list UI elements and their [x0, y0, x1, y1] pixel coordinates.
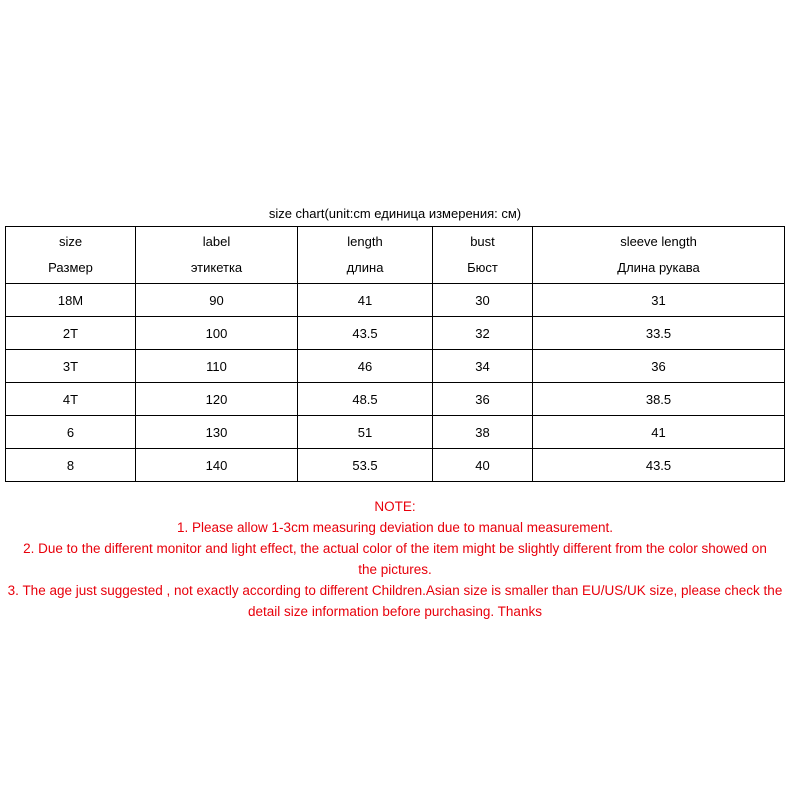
header-size [6, 227, 136, 284]
note-line-1: 1. Please allow 1-3cm measuring deviation due to manual measurement. [177, 520, 613, 535]
header-sleeve-length-en: sleeve length [620, 234, 697, 249]
cell-label: 130 [136, 416, 298, 449]
cell-size: 8 [6, 449, 136, 482]
header-length [298, 227, 433, 284]
cell-size: 2T [6, 317, 136, 350]
header-sleeve-length-ru: Длина рукава [617, 260, 700, 275]
cell-label: 100 [136, 317, 298, 350]
notes-section [0, 496, 790, 622]
table-row [6, 449, 785, 482]
header-bust [433, 227, 533, 284]
note-line-3-cont: detail size information before purchasing. Thanks [248, 604, 542, 619]
header-label-ru: этикетка [190, 260, 243, 275]
header-length-ru: длина [346, 260, 384, 275]
header-length-en: length [347, 234, 383, 249]
cell-size: 3T [6, 350, 136, 383]
cell-length: 46 [298, 350, 433, 383]
cell-length: 41 [298, 284, 433, 317]
cell-bust: 30 [433, 284, 533, 317]
cell-length: 48.5 [298, 383, 433, 416]
note-line-3: 3. The age just suggested , not exactly according to different Children.Asian size is smaller than EU/US/UK size, please check the [7, 583, 783, 598]
cell-label: 140 [136, 449, 298, 482]
cell-label: 110 [136, 350, 298, 383]
cell-bust: 32 [433, 317, 533, 350]
header-row [6, 227, 785, 284]
cell-length: 43.5 [298, 317, 433, 350]
cell-sleeve-length: 41 [533, 416, 785, 449]
notes-heading: NOTE: [374, 499, 416, 514]
cell-size: 4T [6, 383, 136, 416]
header-label-en: label [202, 234, 231, 249]
cell-bust: 36 [433, 383, 533, 416]
cell-sleeve-length: 36 [533, 350, 785, 383]
header-bust-en: bust [470, 234, 495, 249]
size-chart-title: size chart(unit:cm единица измерения: см) [268, 206, 522, 221]
table-row [6, 416, 785, 449]
cell-bust: 40 [433, 449, 533, 482]
note-line-2: 2. Due to the different monitor and light effect, the actual color of the item might be slightly different from the color showed on [23, 541, 767, 556]
table-row [6, 284, 785, 317]
cell-label: 90 [136, 284, 298, 317]
note-line-2-cont: the pictures. [358, 562, 432, 577]
header-label [136, 227, 298, 284]
cell-bust: 34 [433, 350, 533, 383]
table-row [6, 383, 785, 416]
header-sleeve-length [533, 227, 785, 284]
size-chart-header [6, 227, 785, 284]
cell-bust: 38 [433, 416, 533, 449]
header-size-ru: Размер [48, 260, 93, 275]
cell-length: 51 [298, 416, 433, 449]
table-row [6, 317, 785, 350]
cell-size: 6 [6, 416, 136, 449]
cell-size: 18M [6, 284, 136, 317]
cell-sleeve-length: 33.5 [533, 317, 785, 350]
cell-sleeve-length: 38.5 [533, 383, 785, 416]
header-size-en: size [58, 234, 83, 249]
size-chart-body [6, 284, 785, 482]
header-bust-ru: Бюст [467, 260, 498, 275]
cell-sleeve-length: 43.5 [533, 449, 785, 482]
cell-length: 53.5 [298, 449, 433, 482]
cell-sleeve-length: 31 [533, 284, 785, 317]
cell-label: 120 [136, 383, 298, 416]
size-chart-table [5, 226, 785, 482]
table-row [6, 350, 785, 383]
